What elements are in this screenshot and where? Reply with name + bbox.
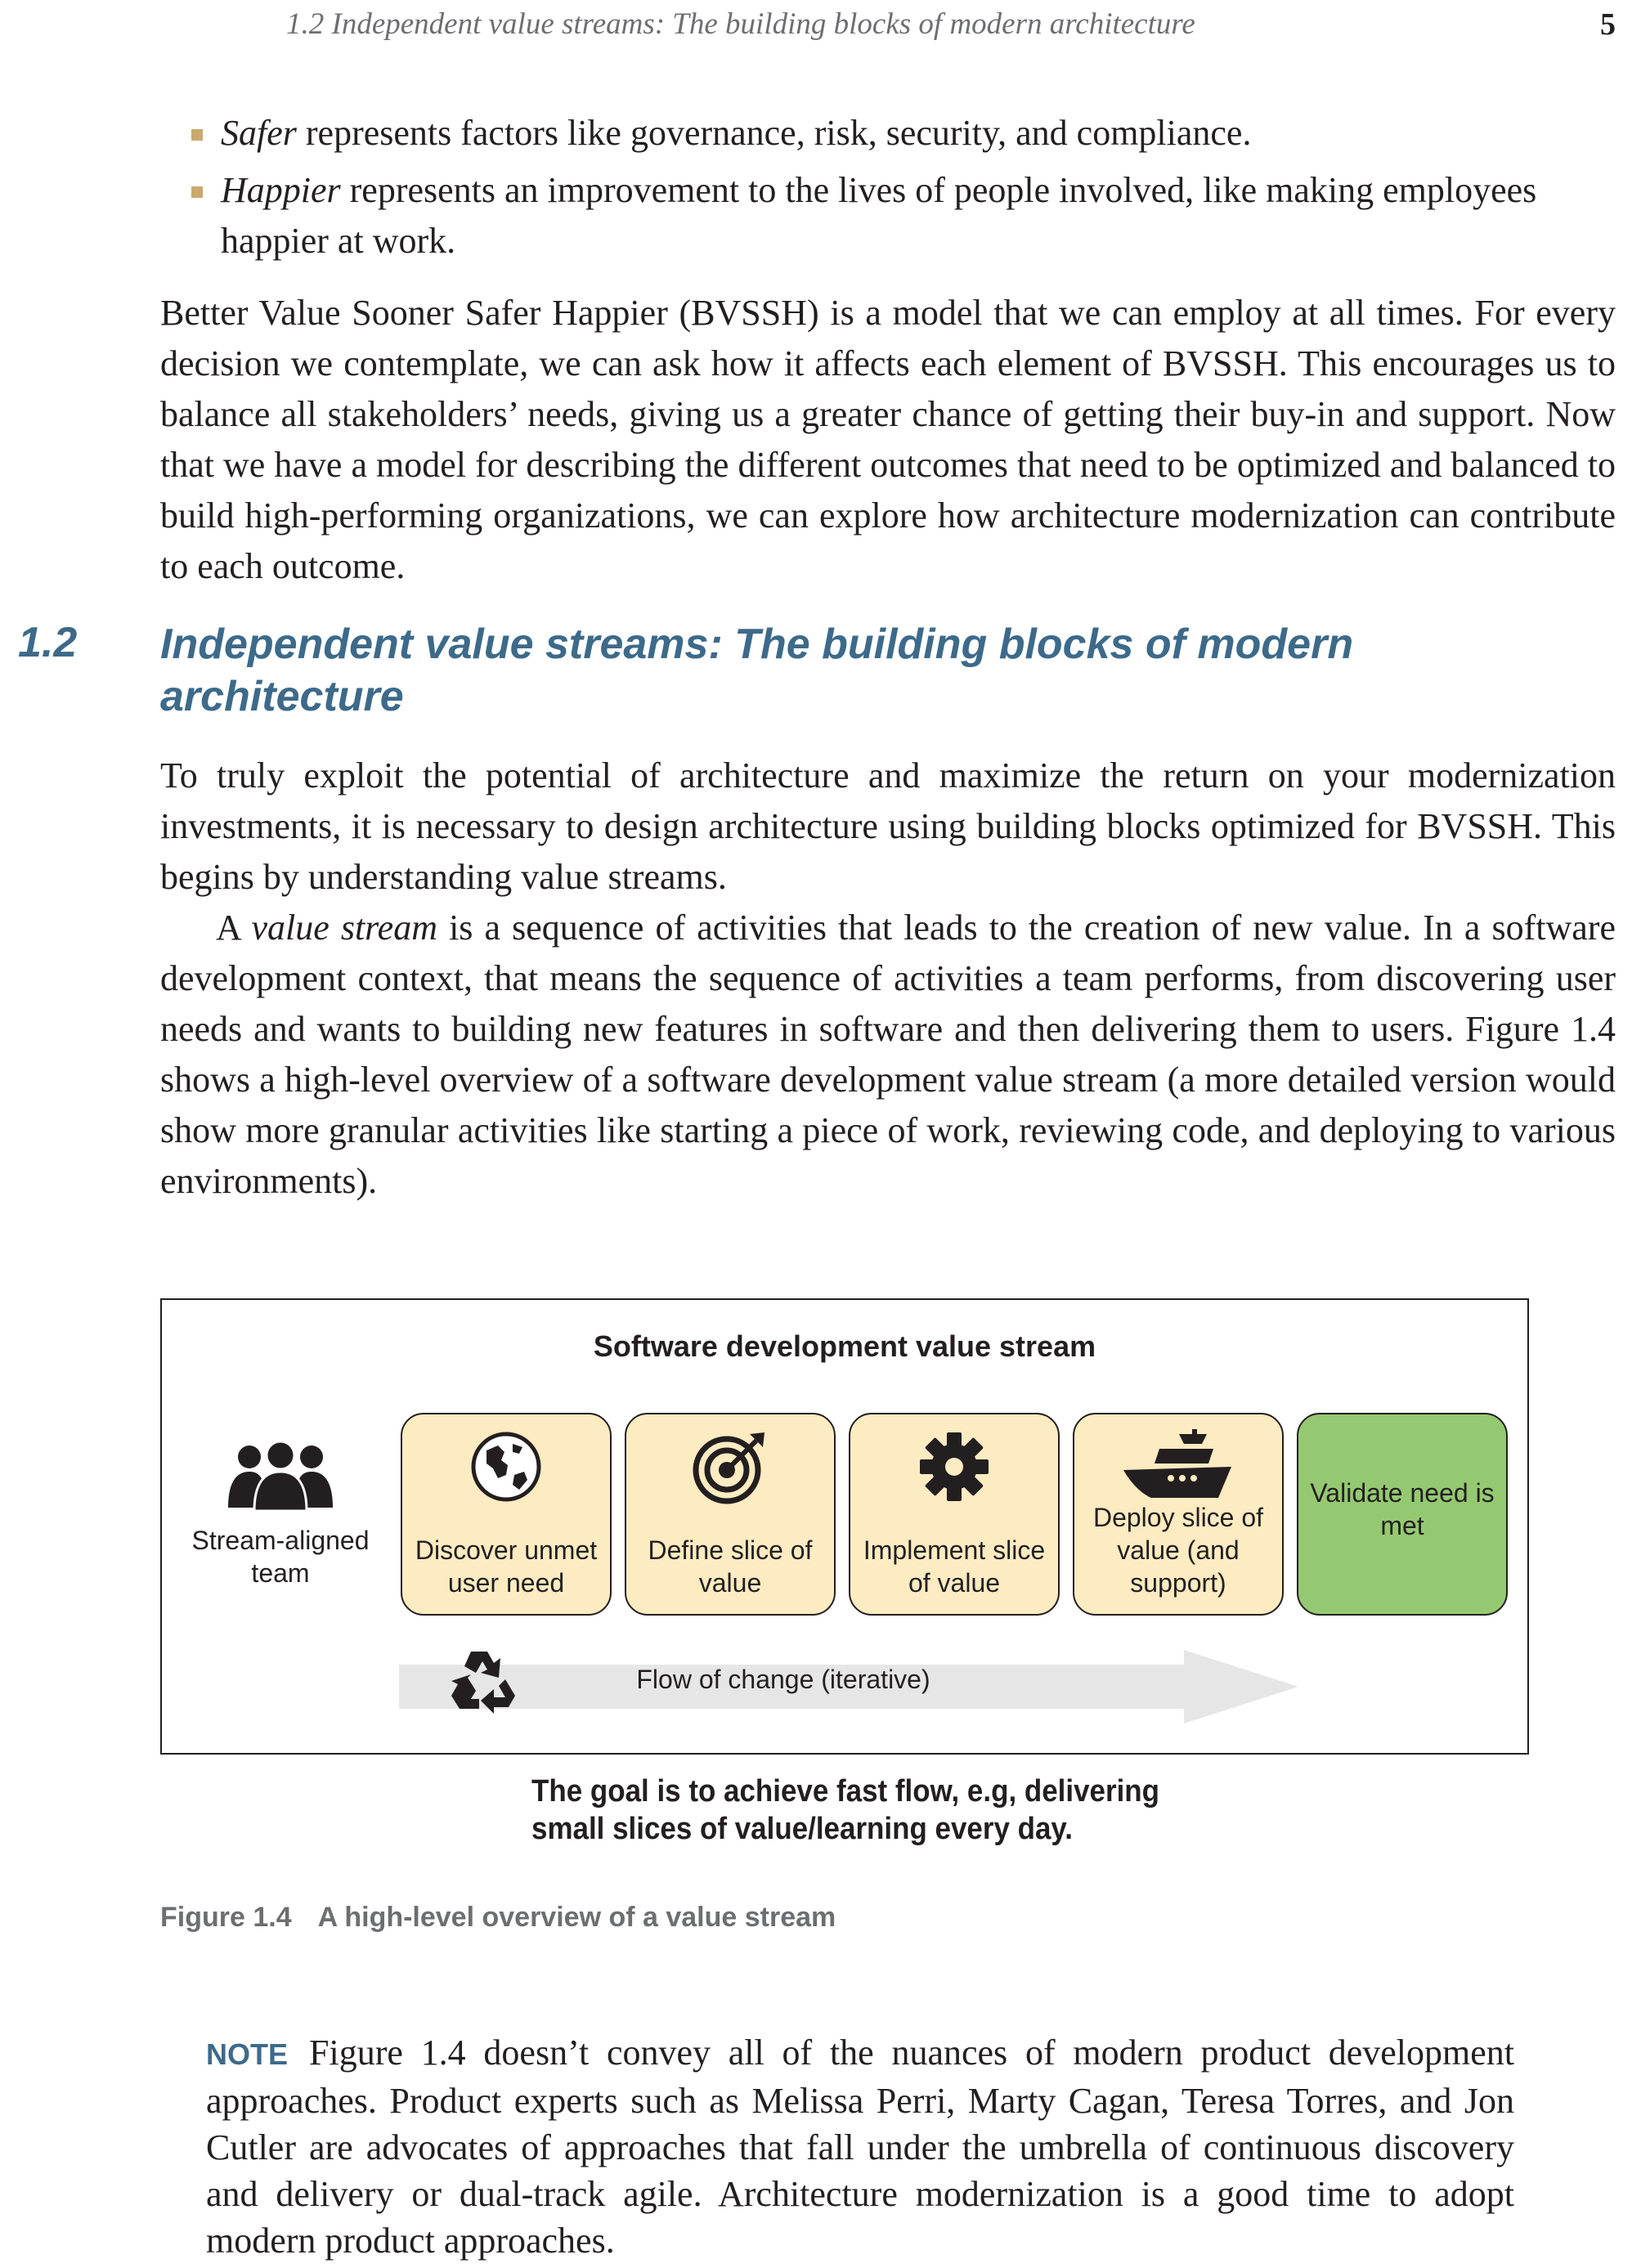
note-text: Figure 1.4 doesn’t convey all of the nuances of modern product development approaches. Product experts such as Melissa Perri, Marty Cagan, Teresa Torres, and Jon Cutler are advocates of approaches that fall under the umbrella of continuous discovery and delivery or dual-track agile. Architecture modernization is a good time to adopt modern product approaches. xyxy=(206,2033,1514,2261)
note-block xyxy=(206,2029,1514,2264)
bullet-text: represents factors like governance, risk, security, and compliance. xyxy=(296,113,1252,153)
vs-prefix: A xyxy=(216,908,252,948)
bullet-list xyxy=(221,108,1615,273)
figure-value-stream xyxy=(160,1298,1529,1755)
paragraph-exploit: To truly exploit the potential of architecture and maximize the return on your modernization investments, it is necessary to design architecture using building blocks optimized for BVSSH. This begins by understanding value streams. xyxy=(160,755,1616,897)
stage-label: Define slice of value xyxy=(648,1535,813,1598)
bullet-term: Happier xyxy=(221,170,341,210)
caption-label: Figure 1.4 xyxy=(160,1902,292,1933)
section-number: 1.2 xyxy=(18,619,78,666)
bullet-text: represents an improvement to the lives of people involved, like making employees happier at work. xyxy=(221,170,1537,261)
stage-define xyxy=(625,1413,836,1616)
team-label: Stream-aligned team xyxy=(191,1526,370,1588)
paragraph-value-stream xyxy=(160,903,1616,1207)
team-icon xyxy=(223,1439,338,1513)
flow-label: Flow of change (iterative) xyxy=(636,1665,930,1694)
stage-deploy xyxy=(1073,1413,1284,1616)
stage-implement xyxy=(849,1413,1060,1616)
section-title: Independent value streams: The building blocks of modern architecture xyxy=(160,621,1354,720)
running-head: 1.2 Independent value streams: The building blocks of modern architecture xyxy=(286,7,1195,41)
recycle-icon xyxy=(446,1645,522,1715)
target-icon xyxy=(691,1428,769,1506)
figure-goal-annotation: The goal is to achieve fast flow, e.g, delivering small slices of value/learning every day. xyxy=(531,1774,1160,1846)
vs-rest: is a sequence of activities that leads to the creation of new value. In a software development context, that means the sequence of activities a team performs, from discovering user needs and wants to building new features in software and then delivering them to users. Figure 1.4 shows a high-level overview of a software development value stream (a more detailed version would show more granular activities like starting a piece of work, reviewing code, and deploying to various environments). xyxy=(160,908,1616,1201)
note-tag: NOTE xyxy=(206,2037,289,2071)
vs-term: value stream xyxy=(251,908,437,948)
stage-label: Deploy slice of value (and support) xyxy=(1092,1503,1264,1598)
list-item xyxy=(221,108,1615,159)
bullet-term: Safer xyxy=(221,113,297,153)
page-number: 5 xyxy=(1600,7,1616,42)
figure-title: Software development value stream xyxy=(593,1329,1096,1363)
stage-discover xyxy=(401,1413,612,1616)
paragraph-bvssh: Better Value Sooner Safer Happier (BVSSH) is a model that we can employ at all times. For every decision we contemplate, we can ask how it affects each element of BVSSH. This encourages us to balance all stakeholders’ needs, giving us a greater chance of getting their buy-in and support. Now that we have a model for describing the different outcomes that need to be optimized and balanced to build high-performing organizations, we can explore how architecture modernization can contribute to each outcome. xyxy=(160,293,1616,586)
stage-validate xyxy=(1297,1413,1508,1616)
gear-icon xyxy=(917,1430,991,1504)
list-item xyxy=(221,165,1615,267)
globe-icon xyxy=(469,1429,544,1504)
figure-caption xyxy=(160,1902,836,1934)
stage-label: Discover unmet user need xyxy=(415,1535,598,1598)
ship-icon xyxy=(1117,1428,1240,1506)
caption-text: A high-level overview of a value stream xyxy=(317,1902,836,1933)
team xyxy=(186,1439,374,1589)
stage-label: Validate need is met xyxy=(1310,1478,1495,1540)
stage-label: Implement slice of value xyxy=(863,1535,1046,1598)
